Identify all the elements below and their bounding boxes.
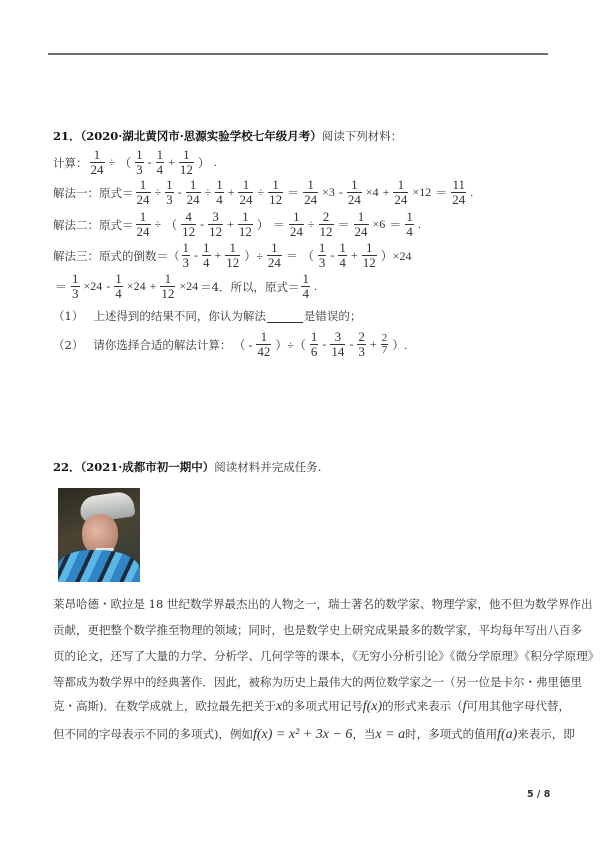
fraction: $\frac{3}{14}$ bbox=[331, 329, 345, 359]
q22-paragraph-line: 克・高斯)．在数学成就上，欧拉最先把关于x的多项式用记号f(x)的形式来表示（f可用其他字母代替， bbox=[53, 699, 571, 714]
q21-solution-3: 解法三：原式的倒数＝（ $\frac{1}{3}$ - $\frac{1}{4}$ + $\frac{1}{12}$ ）÷ $\frac{1}{24}$ ＝ （ $\frac{1}{3}$ - $\frac{1}{4}$ + $\frac{1}{12}$ ）×24 bbox=[53, 240, 412, 270]
fraction: $\frac{2}{12}$ bbox=[319, 209, 333, 239]
fraction: $\frac{2}{7}$ bbox=[381, 332, 388, 356]
fraction: $\frac{2}{3}$ bbox=[358, 329, 365, 359]
q22-title bbox=[53, 459, 321, 475]
fraction: $\frac{11}{24}$ bbox=[452, 177, 466, 207]
calc-label: 计算： bbox=[53, 155, 88, 170]
fraction: $\frac{1}{12}$ bbox=[238, 209, 252, 239]
q21-solution-2: 解法二：原式＝ $\frac{1}{24}$ ÷ （ $\frac{4}{12}$ - $\frac{3}{12}$ + $\frac{1}{12}$ ） ＝ $\frac{1}{24}$ ÷ $\frac{2}{12}$ ＝ $\frac{1}{24}$ ×6 ＝ $\frac{1}{4}$ . bbox=[53, 209, 421, 239]
page-number: 5 / 8 bbox=[527, 789, 551, 800]
fraction: $\frac{1}{12}$ bbox=[226, 240, 240, 270]
fraction: $\frac{1}{24}$ bbox=[90, 147, 104, 177]
q21-source: 21．（2020·湖北黄冈市·思源实验学校七年级月考） bbox=[53, 129, 322, 143]
fraction: $\frac{1}{4}$ bbox=[406, 209, 413, 239]
fraction: $\frac{1}{3}$ bbox=[318, 240, 326, 270]
fraction: $\frac{1}{4}$ bbox=[302, 271, 309, 301]
fraction: $\frac{1}{24}$ bbox=[347, 177, 361, 207]
q21-part-1: （1） 上述得到的结果不同，你认为解法 是错误的； bbox=[53, 309, 362, 323]
fraction: $\frac{1}{24}$ bbox=[289, 209, 303, 239]
q22-paragraph-line: 贡献，更把整个数学推至物理的领域；同时，也是数学史上研究成果最多的数学家，平均每年写出八百多 bbox=[53, 623, 582, 637]
q22-paragraph-line: 页的论文，还写了大量的力学、分析学、几何学等的课本，《无穷小分析引论》《微分学原理》《积分学原理》 bbox=[53, 649, 600, 663]
fraction: $\frac{3}{12}$ bbox=[209, 209, 223, 239]
fraction: $\frac{1}{3}$ bbox=[72, 271, 79, 301]
fraction: $\frac{1}{3}$ bbox=[182, 240, 189, 270]
q22-paragraph-line: 莱昂哈德・欧拉是 18 世纪数学界最杰出的人物之一，瑞士著名的数学家、物理学家，他不但为数学界作出 bbox=[53, 597, 593, 611]
q21-title bbox=[53, 128, 402, 144]
fraction: $\frac{1}{3}$ bbox=[136, 147, 143, 177]
fraction: $\frac{1}{4}$ bbox=[216, 177, 223, 207]
fraction: $\frac{1}{24}$ bbox=[136, 177, 150, 207]
q21-solution-3-cont: ＝ $\frac{1}{3}$ ×24 - $\frac{1}{4}$ ×24 + $\frac{1}{12}$ ×24 ＝4．所以，原式＝ $\frac{1}{4}$ . bbox=[55, 271, 317, 301]
solution-2-label: 解法二：原式＝ bbox=[53, 217, 134, 232]
q22-paragraph-line: 但不同的字母表示不同的多项式)，例如f(x) = x² + 3x − 6，当x = a时，多项式的值用f(a)来表示，即 bbox=[53, 727, 575, 742]
q21-instruction: 阅读下列材料： bbox=[321, 129, 403, 143]
fraction: $\frac{4}{12}$ bbox=[182, 209, 196, 239]
solution-3-label: 解法三：原式的倒数＝（ bbox=[53, 248, 180, 263]
header-rule bbox=[48, 53, 548, 55]
q21-part-2: （2） 请你选择合适的解法计算： （ - $\frac{1}{42}$ ）÷（ $\frac{1}{6}$ - $\frac{3}{14}$ - $\frac{2}{3}$ + $\frac{2}{7}$ ）. bbox=[53, 329, 408, 359]
fraction: $\frac{1}{24}$ bbox=[186, 177, 200, 207]
fraction: $\frac{1}{24}$ bbox=[267, 240, 281, 270]
q22-instruction: 阅读材料并完成任务. bbox=[214, 460, 322, 474]
solution-1-label: 解法一：原式＝ bbox=[53, 185, 134, 200]
fraction: $\frac{1}{12}$ bbox=[179, 147, 193, 177]
fraction: $\frac{1}{12}$ bbox=[269, 177, 283, 207]
fraction: $\frac{1}{24}$ bbox=[136, 209, 150, 239]
q22-paragraph-line: 等都成为数学界中的经典著作．因此，被称为历史上最伟大的两位数学家之一（另一位是卡尔・弗里德里 bbox=[53, 675, 582, 689]
fraction: $\frac{1}{24}$ bbox=[239, 177, 253, 207]
fraction: $\frac{1}{24}$ bbox=[304, 177, 318, 207]
euler-portrait-image bbox=[58, 488, 140, 582]
fraction: $\frac{1}{6}$ bbox=[310, 329, 318, 359]
q22-source: 22．（2021·成都市初一期中） bbox=[53, 460, 215, 474]
fraction: $\frac{1}{12}$ bbox=[362, 240, 376, 270]
part-2-label: （2） bbox=[53, 337, 84, 352]
fraction: $\frac{1}{12}$ bbox=[161, 271, 175, 301]
fraction: $\frac{1}{24}$ bbox=[354, 209, 368, 239]
fraction: $\frac{1}{42}$ bbox=[257, 329, 271, 359]
q21-solution-1: 解法一：原式＝ $\frac{1}{24}$ ÷ $\frac{1}{3}$ - $\frac{1}{24}$ ÷ $\frac{1}{4}$ + $\frac{1}{24}$ ÷ $\frac{1}{12}$ ＝ $\frac{1}{24}$ ×3 - $\frac{1}{24}$ ×4 + $\frac{1}{24}$ ×12 ＝ $\frac{11}{24}$ . bbox=[53, 177, 474, 207]
answer-blank[interactable] bbox=[267, 310, 303, 323]
q21-calc-line: 计算： $\frac{1}{24}$ ÷ （ $\frac{1}{3}$ - $\frac{1}{4}$ + $\frac{1}{12}$ ） . bbox=[53, 147, 217, 177]
part-1-label: （1） bbox=[53, 309, 84, 323]
fraction: $\frac{1}{24}$ bbox=[394, 177, 408, 207]
fraction: $\frac{1}{4}$ bbox=[203, 240, 210, 270]
fraction: $\frac{1}{3}$ bbox=[166, 177, 173, 207]
fraction: $\frac{1}{4}$ bbox=[156, 147, 164, 177]
fraction: $\frac{1}{4}$ bbox=[115, 271, 122, 301]
fraction: $\frac{1}{4}$ bbox=[339, 240, 346, 270]
